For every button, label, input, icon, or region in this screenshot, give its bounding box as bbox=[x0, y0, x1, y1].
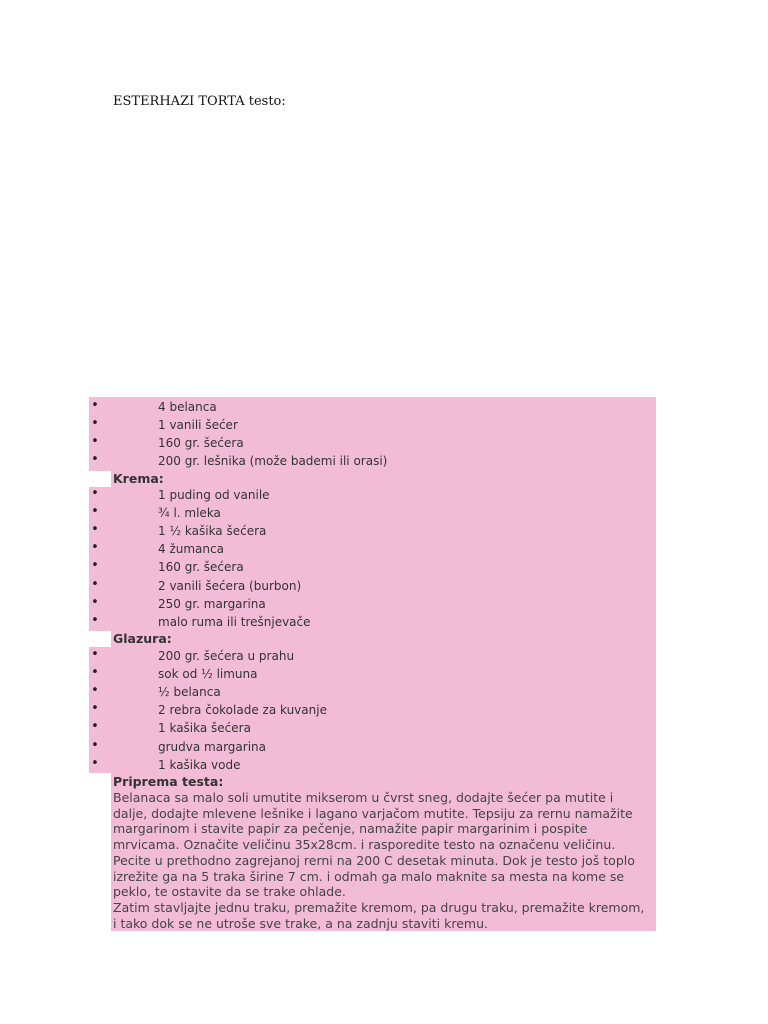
instructions-line: peklo, te ostavite da se trake ohlade. bbox=[113, 884, 346, 899]
ingredient-item: 2 vanili šećera (burbon) bbox=[158, 579, 302, 593]
recipe-title: ESTERHAZI TORTA testo: bbox=[113, 94, 286, 109]
bullet-icon: • bbox=[91, 452, 99, 467]
bullet-icon: • bbox=[91, 613, 99, 628]
bullet-icon: • bbox=[91, 665, 99, 680]
ingredient-item: 1 vanili šećer bbox=[158, 418, 238, 432]
ingredient-item: 200 gr. šećera u prahu bbox=[158, 649, 295, 663]
ingredient-item: 2 rebra čokolade za kuvanje bbox=[158, 703, 327, 717]
bullet-icon: • bbox=[91, 701, 99, 716]
bullet-icon: • bbox=[91, 398, 99, 413]
ingredient-item: 4 belanca bbox=[158, 400, 217, 414]
instructions-line: izrežite ga na 5 traka širine 7 cm. i odmah ga malo maknite sa mesta na kome se bbox=[113, 869, 625, 884]
bullet-icon: • bbox=[91, 504, 99, 519]
bullet-icon: • bbox=[91, 577, 99, 592]
ingredient-item: 250 gr. margarina bbox=[158, 597, 266, 611]
ingredient-item: ½ belanca bbox=[158, 685, 221, 699]
instructions-line: Zatim stavljajte jednu traku, premažite kremom, pa drugu traku, premažite kremom, bbox=[113, 900, 645, 915]
bullet-icon: • bbox=[91, 738, 99, 753]
ingredient-item: 200 gr. lešnika (može bademi ili orasi) bbox=[158, 454, 388, 468]
bullet-icon: • bbox=[91, 522, 99, 537]
section-heading-priprema: Priprema testa: bbox=[113, 774, 224, 789]
ingredient-item: grudva margarina bbox=[158, 740, 267, 754]
ingredient-item: ¾ l. mleka bbox=[158, 506, 221, 520]
bullet-icon: • bbox=[91, 719, 99, 734]
bullet-icon: • bbox=[91, 683, 99, 698]
ingredient-item: 160 gr. šećera bbox=[158, 560, 244, 574]
instructions-line: mrvicama. Označite veličinu 35x28cm. i rasporedite testo na označenu veličinu. bbox=[113, 837, 616, 852]
section-heading-krema: Krema: bbox=[113, 471, 164, 486]
instructions-line: Pecite u prethodno zagrejanoj rerni na 200 C desetak minuta. Dok je testo još toplo bbox=[113, 853, 635, 868]
ingredient-item: 160 gr. šećera bbox=[158, 436, 244, 450]
ingredient-item: sok od ½ limuna bbox=[158, 667, 258, 681]
bullet-icon: • bbox=[91, 416, 99, 431]
bullet-icon: • bbox=[91, 756, 99, 771]
bullet-icon: • bbox=[91, 434, 99, 449]
instructions-line: margarinom i stavite papir za pečenje, namažite papir margarinim i pospite bbox=[113, 821, 588, 836]
ingredient-item: 1 kašika vode bbox=[158, 758, 241, 772]
ingredient-item: 1 puding od vanile bbox=[158, 488, 270, 502]
heading-gap bbox=[89, 631, 111, 647]
bullet-icon: • bbox=[91, 647, 99, 662]
bullet-icon: • bbox=[91, 540, 99, 555]
ingredient-item: 1 ½ kašika šećera bbox=[158, 524, 267, 538]
instructions-line: Belanaca sa malo soli umutite mikserom u čvrst sneg, dodajte šećer pa mutite i bbox=[113, 790, 614, 805]
bullet-icon: • bbox=[91, 595, 99, 610]
section-heading-glazura: Glazura: bbox=[113, 631, 172, 646]
ingredient-item: 1 kašika šećera bbox=[158, 721, 251, 735]
instructions-line: i tako dok se ne utroše sve trake, a na zadnju staviti kremu. bbox=[113, 916, 488, 931]
ingredient-item: 4 žumanca bbox=[158, 542, 224, 556]
ingredient-item: malo ruma ili trešnjevače bbox=[158, 615, 311, 629]
bullet-icon: • bbox=[91, 558, 99, 573]
bullet-icon: • bbox=[91, 486, 99, 501]
instructions-line: dalje, dodajte mlevene lešnike i lagano varjačom mutite. Tepsiju za rernu namažite bbox=[113, 806, 633, 821]
